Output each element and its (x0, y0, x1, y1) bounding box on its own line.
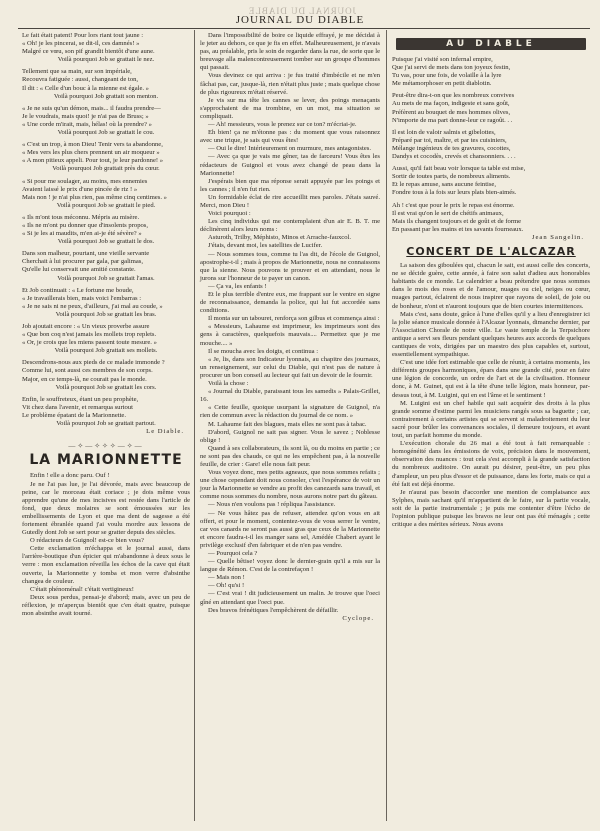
article-paragraph: — Ça va, les enfants ! (208, 282, 267, 290)
article-paragraph: Voici pourquoi : (208, 210, 251, 218)
poem-line: Je le voudrais, mais quoi! je n'ai pas de Bruss; » (22, 112, 149, 120)
article-paragraph: — C'est vrai ! dit judicieusement un malin. Je trouve que l'oeci gîné en attendant que l'oeci pue. (200, 590, 380, 606)
poem-refrain: Voilà pourquoi Job se grattait le pied. (56, 201, 156, 209)
poem-refrain: Voilà pourquoi Job se grattait partout. (56, 420, 156, 428)
article-paragraph: — Avec ça que je vais me gêner, tas de farceurs! Vous êtes les rédacteurs de Guignol et vous avez changé de peau dans la Marionnette! (200, 153, 380, 177)
poem-refrain: Voilà pourquoi Job se grattait l'amas. (57, 274, 155, 282)
article-paragraph: — Mais non ! (208, 574, 245, 582)
article-paragraph: Eh bien! ça ne m'étonne pas : du moment que vous raisonnez avec une trique, je sais qui vous êtes! (200, 129, 380, 145)
poem-line: Recouvra fatiguée : aussi, changeant de ton, (22, 76, 139, 84)
poem-line: « Je travaillerais bien, mais voici l'embarras : (22, 294, 142, 302)
article-paragraph: Je vis sur ma tête les cannes se lever, des poings menaçants s'approchaient de ma trombine, en un mot, ma situation se compliquait. (200, 96, 380, 120)
poem-line: Le fait était patent! Pour lors riant tout jaune : (22, 32, 144, 39)
poem-line: « C'est un trop, à mon Dieu! Tenir vers ta abandonne, (22, 141, 163, 149)
article-paragraph: Vous voyez donc, mes petits agneaux, que nous sommes refaits ; une chose cependant doit nous consoler, c'est l'espérance de voir un jour la Marionnette se vendre au profit des canezards sans travail, et comme nous sommes du nombre, nous aurons notre part du gâteau. (200, 469, 380, 501)
article-paragraph: Je n'aurai pas besoin d'accorder une mention de complaisance aux Sylphes, mais sachant qu'il m'appartient de le faire, sur la partie vocale, soit de la partie instrumentale ; je puis me contenter d'être l'écho de l'opinion publique puisque les bravos ne leur ont pas été ménagés ; cette critique a des mérites sérieux. Nous avons (392, 488, 590, 529)
poem-line: Mais non ! je n'ai plus rien, pas même cinq centimes. » (22, 193, 167, 201)
article-paragraph: Dans l'impossibilité de boire ce liquide effrayé, je me décidai à le jeter au dehors, ce que je fis en effet. Malheureusement, je n'avais pas, au préalable, pris le soin de regarder dans la rue, de sorte que le breuvage alla malencontreusement tomber sur un groupe d'hommes qui passait. (200, 32, 380, 72)
poem-line: « Ils m'ont tous méconnu. Mépris au misère. (22, 213, 140, 221)
article-paragraph: — Ne vous hâtez pas de refuser, attendez qu'on vous en ait offert, et pour le moment, contentez-vous de vous serrer le ventre, car vos canards ne seront pas aussi gras que ceux de la Marionnette et encore faudra-t-il les manger sans sel, Amédée Chabert ayant le privilège exclusif d'en fabriquer et de n'en pas vendre. (200, 509, 380, 549)
poem-line: Mélange ingénieux de tes gravures, cocottes, (392, 144, 511, 152)
article-title: LA MARIONNETTE (29, 452, 183, 469)
poem-stanza (22, 287, 190, 319)
poem-stanza (22, 323, 190, 355)
poem-line: « Mes vers les plus chers prennent un air moqueur » (22, 149, 160, 157)
poem-refrain: Voilà pourquoi Job se grattait le dos. (57, 238, 155, 246)
article-paragraph: — Oui le dire! Intérieurement on murmure, mes antagonistes. (208, 145, 371, 153)
poem-line: N'importe de ma part donne-leur ce ragoût. . . (392, 116, 513, 124)
poem-line: Job ajoutait encore : « Un vieux proverbe assure (22, 323, 150, 330)
article-paragraph: — Ah! messieurs, vous le prenez sur ce ton? m'écriai-je. (208, 121, 357, 129)
poem-refrain: Voilà pourquoi Job grattait près du cœur. (52, 165, 160, 173)
poem-line: Vit chez dans l'avenir, et remarqua surtout (22, 403, 133, 411)
article-paragraph: C'est une idée fort estimable que celle de réunir, à certains moments, les différents groupes harmoniques, épars dans une grande cité, pour en faire une légion de concorde, un ordre de l'art et de la civilisation. Honneur donc, à M. Guinet, qui est à la tête d'une telle légion, mais honneur, par-dessus tout, à M. Luigini, qui en est l'âme et le sentiment ! (392, 359, 590, 399)
poem-line: En passant par les mains et tes savants fourneaux. (392, 225, 524, 233)
poem-line: « Oh! je les pincerai, se dit-il, ces damnés! » (22, 40, 140, 48)
poem-stanza (392, 129, 590, 161)
article-paragraph: Des bravos frénétiques l'empêchèrent de défaillir. (208, 606, 339, 614)
poem-line: Avaient laissé le prix d'une pincée de riz ! » (22, 185, 138, 193)
poem-signature: Jean Sangelin. (531, 233, 584, 241)
poem-refrain: Voilà pourquoi Job se grattait le cou. (57, 129, 155, 137)
poem-line: Sortir de toutes parts, de nombreux aliments. (392, 173, 511, 181)
section-ornament: —✧—✧✧✧—✧— (68, 442, 144, 451)
column-middle (200, 32, 380, 623)
poem-stanza (22, 214, 190, 246)
poem-line: Tu vas, pour une fois, de volaille à la lyre (392, 72, 502, 80)
article-paragraph: C'était phénoménal! c'était vertigineux! (30, 585, 134, 593)
header-rule (18, 28, 590, 29)
poem-line: « Une corde m'irait, mais, hélas! où la prendre? » (22, 120, 152, 128)
poem-line: Tellement que sa main, sur son impériale, (22, 68, 132, 76)
article-paragraph: La saison des giboulées qui, chacun le sait, est aussi celle des concerts, ne se décide guère, cette année, à faire son salut d'adieu aux honorables habitants de ce monde. Le calendrier a beau prétendre que nous sommes dans le mois des roses et de l'amour, nuages ou ciel, neiges ou cœur, nuages partout, éclairent de nous inspirer que rayons de soleil, de joie ou de bonheur, n'ont et n'auront toujours que de bien courtes intermittences. (392, 262, 590, 310)
poem-line: Dans son malheur, pourtant, une vieille servante (22, 250, 150, 258)
poem-line: Comme lui, sont aussi ces membres de son corps. (22, 367, 153, 375)
article-paragraph: — Quelle bêtise! voyez donc le dernier-grain qu'il a mis sur la langue de Rémon. C'est de la contrefaçon ! (200, 558, 380, 574)
poem-line: Il est loin de valoir salmis et gibelottes, (392, 128, 496, 136)
article-paragraph: Cette exclamation m'échappa et le journal aussi, dans l'arrière-boutique d'un épicier qui m'abandonne à deux sous le verre : mon exclamation réveilla les échos de la cave qui était ouverte, la Marionnette y tomba et mon verre d'absinthe changea de couleur. (22, 545, 190, 585)
article-paragraph: M. Luigini est un chef habile qui sait acquérir des droits à la plus grande somme d'estime parmi les musiciens rangés sous sa baguette ; car, contrairement à certains artistes qui se servent si maladroitement du leur sacré pour brûler les convenances sociales, il demeure toujours, et avant tout, un parfait homme du monde. (392, 399, 590, 440)
article-paragraph: — Pourquoi cela ? (208, 550, 258, 557)
article-paragraph: Voilà la chose : (208, 380, 249, 388)
poem-line: « Ils ne m'ont pu donner que d'insolents propos, (22, 221, 148, 229)
article-paragraph: J'étais, devant moi, les satellites de Lucifer. (208, 242, 323, 250)
article-paragraph: « Messieurs, Lahaume est imprimeur, les imprimeurs sont des gens à caractères, quelquefois mauvais.... Permettez que je me mouche.... » (200, 323, 380, 347)
column-divider-right (386, 30, 387, 821)
poem-line: Ah ! c'est que pour le prix le repas est énorme. (392, 201, 515, 209)
poem-line: « Je ne suis qu'un démon, mais... il faudra prendre— (22, 104, 161, 112)
article-paragraph: Vous devinez ce qui arriva : je fus traité d'imbécile et ne m'en fâchai pas, car, jusque-là, rien n'était plus juste ; mais quelque chose de plus rigoureux m'était réservé. (200, 72, 380, 96)
poem-line: « Or, je crois que les miens passent toute mesure. » (22, 339, 157, 347)
poem-line: Le problème épatant de la Marionnette. (22, 411, 126, 419)
poem-stanza (22, 68, 190, 100)
column-right (392, 32, 590, 529)
poem-stanza (22, 359, 190, 391)
poem-stanza (22, 178, 190, 210)
poem-stanza (22, 396, 190, 428)
article-paragraph: L'exécution chorale du 26 mai a été tout à fait remarquable : homogénéité dans les émissions de voix, précision dans le mouvement, observation des nuances : tout cela s'est accompli à la grande satisfaction du nombreux auditoire. On aurait pu désirer, peut-être, un peu plus d'ampleur, un peu plus d'essor et de puissance, dans les forte, mais ce qui a été fait est déjà énorme. (392, 440, 590, 488)
poem-refrain: Voilà pourquoi Job se grattait le nez. (57, 56, 155, 64)
poem-line: Au mets de ma façon, indigeste et sans goût, (392, 100, 510, 108)
poem-line: Major, en ce temps-là, ne courait pas le monde. (22, 375, 147, 383)
article-paragraph: — Oh! qu'si ! (208, 582, 245, 590)
poem-stanza (22, 250, 190, 282)
poem-line: « Je ne sais ni ne peux, d'ailleurs, j'ai mal au coude, » (22, 302, 163, 310)
poem-line: Et Job continuait : « Le fortune me boude, (22, 286, 134, 294)
poem-stanza (392, 56, 590, 88)
poem-line: Aussi, qu'il fait beau voir lorsque ta table est mise, (392, 165, 526, 173)
poem-line: « Si je les ai maudits, m'en ai-je été sévère? » (22, 230, 142, 238)
poem-line: Préparé par toi, maître, et par tes cuisiniers, (392, 136, 507, 144)
article-paragraph: D'abord, Guignol ne sait pas signer. Vous le savez ; Noblesse oblige ! (200, 428, 380, 444)
article-paragraph: J'espérais bien que ma réponse serait appuyée par les poings et les cannes ; il n'en fut rien. (200, 177, 380, 193)
poem-signature: Le Diable. (146, 428, 184, 436)
article-paragraph: Mais c'est, sans doute, grâce à l'une d'elles qu'il y a lieu d'enregistrer ici la jolie séance musicale donnée à l'Alcazar lyonnais, dimanche dernier, par l'Association Chorale de notre ville. Le vaste temple de la Terpsichore antique a servi ses fleurs pendant quelques heures aux accords de quelques cantiques de voix, dirigées par un maestro des plus capables et, surtout, essentiellement sympathique. (392, 310, 590, 359)
poem-line: Cherchait à lui procurer par gala, par galimas, (22, 258, 144, 266)
article-paragraph: « Cette feuille, quoique usurpant la signature de Guignol, n'a rien de commun avec la rédaction du journal de ce nom. » (200, 404, 380, 420)
poem-stanza (22, 105, 190, 137)
poem-refrain: Voilà pourquoi Job grattait son menton. (53, 92, 159, 100)
article-paragraph: Deux sous perdus, pensai-je d'abord; mais, avec un peu de réflexion, je m'aperçus bientôt que c'en était quatre, puisque mon absinthe avait tourné. (22, 593, 190, 617)
poem-line: Dandys et cocodès, crevés et chansonniers. . . . (392, 153, 516, 161)
poem-line: Fondre tous à la fois sur leurs plats bien-aimés. (392, 189, 517, 197)
poem-line: Me métamorphoser en petit diablotin. (392, 80, 492, 88)
article-paragraph: Je ne l'ai pas lue, je l'ai dévorée, mais avec beaucoup de peine, car le morceau était coriace ; je dois même vous apprendre qu'une de mes incisives est restée dans l'article de fond, que deux molaires se sont émoussées sur les embellissements de Lyon et que ma dent de sagesse a été fortement ébranlée quand j'ai voulu mordre aux lessons de Gutedly dont Job se sert pour se gratter depuis des siècles. (22, 480, 190, 537)
poem-line: Qu'elle lui conservait une amitié constante. (22, 266, 136, 274)
masthead: JOURNAL DU DIABLE (235, 14, 365, 26)
article-paragraph: Il monta sur un tabouret, renforça son gilbus et commença ainsi : (208, 315, 380, 323)
poem-line: Peut-être dira-t-on que les nombreux convives (392, 92, 515, 100)
article-paragraph: Quand à ses collaborateurs, ils sont là, ou du moins en partie ; ce ne sont pas des chauds, ce qui ne les empêchent pas, à la nouvelle feuille, de crier : Gare! elle nous fait peur. (200, 444, 380, 468)
article-paragraph: Il se moucha avec les doigts, et continua : (208, 347, 319, 355)
poem-line: Il est vrai qu'on le sert de chétifs animaux, (392, 209, 504, 217)
article-paragraph: O rédacteurs de Guignol! est-ce bien vous? (30, 537, 144, 545)
poem-line: Que j'ai servi de mets dans ton joyeux festin, (392, 64, 511, 72)
poem-refrain: Voilà pourquoi Job se grattait les bras. (55, 310, 157, 318)
article-paragraph: Les cinq individus qui me contemplaient d'un air E. B. T. me déclinèrent alors leurs noms : (200, 218, 380, 234)
poem-stanza (392, 202, 590, 234)
article-paragraph: Enfin ! elle a donc paru. Ouf ! (30, 472, 110, 480)
poem-line: Descendrons-nous aux pieds de ce malade immonde ? (22, 359, 165, 367)
poem-stanza (22, 141, 190, 173)
article-paragraph: M. Lahaume fait des blagues, mais elles ne sont pas à tabac. (208, 420, 367, 428)
article-signature: Cyclope. (342, 614, 374, 622)
poem-line: Malgré ce vœu, son pif grandit bientôt d'une aune. (22, 48, 155, 56)
poem-refrain: Voilà pourquoi Job grattait ses mollets. (54, 347, 158, 355)
poem-line: Préfèrent au bouquet de mes hommes olives, (392, 108, 511, 116)
poem-line: Puisque j'ai visité son infernal empire, (392, 56, 493, 63)
article-paragraph: — Nous sommes tous, comme tu l'as dit, de l'école de Guignol, apostrophe-t-il ; mais à propos de Marionnette, nous ne connaissons que la sienne. Nous pouvons te prouver et en attendant, nous le jurons sur l'honneur de te payer un canon. (200, 250, 380, 282)
poem-line: Mais ils changent toujours et de goût et de forme (392, 217, 522, 225)
article-title: CONCERT DE L'ALCAZAR (406, 244, 576, 258)
bleed-through-masthead: JOURNAL DU DIABLE (247, 6, 357, 16)
article-paragraph: Un formidable éclat de rire accueillit mes paroles. J'étais sauvé. Merci, mon Dieu ! (200, 193, 380, 209)
article-paragraph: Asturoth, Trilby, Méphisto, Minos et Arrache-fauxcol. (208, 234, 351, 242)
article-paragraph: « Journal du Diable, paraissant tous les samedis » Palais-Grillet, 16. (200, 388, 380, 404)
article-paragraph: Et le plus terrible d'entre eux, me frappant sur le ventre en signe de reconnaissance, demanda la police, qui lui fut accordée sans conditions. (200, 291, 380, 315)
poem-stanza (392, 165, 590, 197)
column-divider-left (194, 30, 195, 821)
poem-line: « Que bon coq n'est jamais les mollets trop replets. (22, 331, 157, 339)
poem-line: « A mon pitieux appeli. Pour tout, je leur pardonne! » (22, 157, 164, 165)
poem-stanza (22, 32, 190, 64)
poem-line: Il dit : « Celle d'un bouc à la mienne est égale. » (22, 84, 149, 92)
poem-line: Enfin, le souffreteux, étant un peu prophète, (22, 395, 139, 403)
column-left (22, 32, 190, 618)
section-banner: AU DIABLE (396, 38, 586, 50)
article-paragraph: — Nous n'en voulons pas ! répliqua l'assistance. (208, 501, 336, 509)
poem-line: Et le repas amuse, sans aucune feintise, (392, 181, 496, 189)
poem-line: « Si pour me soulager, au moins, mes ennemies (22, 177, 148, 185)
poem-stanza (392, 92, 590, 124)
article-paragraph: « Je, lis, dans son Indicateur lyonnais, au chapitre des journaux, un renseignement, sur celui du Diable, qui n'est pas de nature à procurer un bon conseil au lecteur qui fait un devoir de le fournir. (200, 355, 380, 379)
poem-refrain: Voilà pourquoi Job se grattait les cors. (55, 383, 157, 391)
